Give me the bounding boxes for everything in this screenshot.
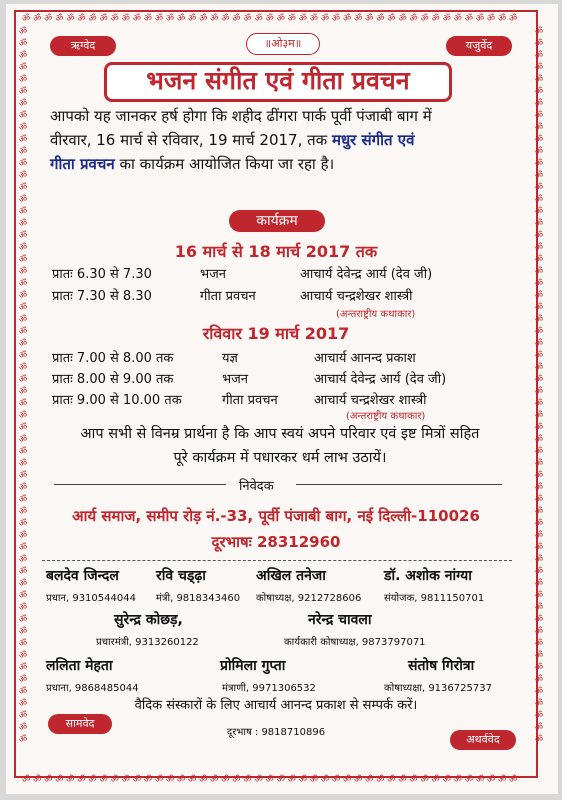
om-border-right: ॐॐॐॐॐॐॐॐॐॐॐॐॐॐॐॐॐॐॐॐॐॐॐॐॐॐॐॐॐॐॐॐॐॐॐॐॐॐॐॐॐॐॐॐॐॐॐॐॐॐॐॐॐॐॐॐॐॐॐॐ xyxy=(534,27,544,745)
appeal-line-2: पूरे कार्यक्रम में पधारकर धर्म लाभ उठायें। xyxy=(173,450,387,466)
om-border-left: ॐॐॐॐॐॐॐॐॐॐॐॐॐॐॐॐॐॐॐॐॐॐॐॐॐॐॐॐॐॐॐॐॐॐॐॐॐॐॐॐॐॐॐॐॐॐॐॐॐॐॐॐॐॐॐॐॐॐॐॐ xyxy=(18,27,28,745)
section1-heading: 16 मार्च से 18 मार्च 2017 तक xyxy=(174,242,378,261)
intro-line-2-text: वीरवार, 16 मार्च से रविवार, 19 मार्च 2017, तक xyxy=(50,131,332,149)
row-person: आचार्य आनन्द प्रकाश xyxy=(314,351,416,366)
officer-role: प्रधाना, 9868485044 xyxy=(46,683,139,694)
officer-name: नरेन्द्र चावला xyxy=(308,612,372,628)
footer-phone: दूरभाष : 9818710896 xyxy=(226,727,326,738)
om-border-top: ॐ ॐ ॐ ॐ ॐ ॐ ॐ ॐ ॐ ॐ ॐ ॐ ॐ ॐ ॐ ॐ ॐ ॐ ॐ ॐ ॐ ॐ ॐ ॐ ॐ ॐ ॐ ॐ ॐ ॐ ॐ ॐ ॐ ॐ ॐ ॐ ॐ ॐ ॐ ॐ ॐ ॐ ॐ ॐ ॐ xyxy=(22,14,518,24)
atharvaveda-badge: अथर्ववेद xyxy=(450,730,516,750)
content-area xyxy=(34,0,518,800)
row-time: प्रातः 9.00 से 10.00 तक xyxy=(52,393,182,408)
row-person: आचार्य देवेन्द्र आर्य (देव जी) xyxy=(314,372,447,387)
footer-note: वैदिक संस्कारों के लिए आचार्य आनन्द प्रकाश से सम्पर्क करें। xyxy=(134,698,418,713)
section2-row xyxy=(52,390,512,408)
om-badge: ॥ओ३म॥ xyxy=(246,33,320,55)
nivedak-label: निवेदक xyxy=(239,479,274,494)
intro-line-2 xyxy=(50,128,510,152)
row-person: आचार्य चन्द्रशेखर शास्त्री xyxy=(300,289,413,304)
officer-name: रवि चड्ढ़ा xyxy=(156,568,206,584)
officer-name: बलदेव जिन्दल xyxy=(46,568,119,584)
address: आर्य समाज, समीप रोड़ नं.-33, पूर्वी पंजाबी बाग, नई दिल्ली-110026 xyxy=(72,507,480,525)
divider xyxy=(42,560,512,561)
appeal-text xyxy=(50,422,510,470)
intro-line-1: आपको यह जानकर हर्ष होगा कि शहीद ढींगरा पार्क पूर्वी पंजाबी बाग में xyxy=(50,107,432,125)
yajurveda-badge: यजुर्वेद xyxy=(446,36,512,56)
intro-line-3-text: का कार्यक्रम आयोजित किया जा रहा है। xyxy=(114,155,335,173)
appeal-line-1: आप सभी से विनम्र प्रार्थना है कि आप स्वयं अपने परिवार एवं इष्ट मित्रों सहित xyxy=(80,426,480,442)
officer-role: प्रचारमंत्री, 9313260122 xyxy=(96,637,199,648)
officer-name: प्रोमिला गुप्ता xyxy=(220,658,286,674)
divider xyxy=(54,484,226,485)
row-person: आचार्य देवेन्द्र आर्य (देव जी) xyxy=(300,267,433,282)
section1-row xyxy=(52,264,512,282)
row-event: भजन xyxy=(200,267,227,282)
intro-line-3 xyxy=(50,152,510,176)
row-time: प्रातः 7.00 से 8.00 तक xyxy=(52,351,174,366)
row-person: आचार्य चन्द्रशेखर शास्त्री xyxy=(314,393,427,408)
officer-role: कोषाध्यक्ष, 9212728606 xyxy=(256,593,362,604)
intro-paragraph xyxy=(50,104,510,176)
officer-name: ललिता मेहता xyxy=(46,658,113,674)
row-time: प्रातः 8.00 से 9.00 तक xyxy=(52,372,174,387)
officer-name: संतोष गिरोत्रा xyxy=(408,658,475,674)
row-event: गीता प्रवचन xyxy=(200,289,256,304)
samaveda-badge: सामवेद xyxy=(48,714,112,734)
row-time: प्रातः 7.30 से 8.30 xyxy=(52,289,152,304)
program-label: कार्यक्रम xyxy=(229,210,325,232)
row-event: गीता प्रवचन xyxy=(222,393,278,408)
officer-role: कोषाध्यक्षा, 9136725737 xyxy=(384,683,492,694)
officer-role: कार्यकारी कोषाध्यक्ष, 9873797071 xyxy=(284,637,426,648)
page-title: भजन संगीत एवं गीता प्रवचन xyxy=(104,62,452,102)
officer-name: सुरेन्द्र कोछड़, xyxy=(114,612,183,628)
row-event: यज्ञ xyxy=(222,351,238,366)
officer-role: मंत्राणी, 9971306532 xyxy=(222,683,316,694)
section1-row xyxy=(52,286,512,304)
officer-role: प्रधान, 9310544044 xyxy=(46,593,136,604)
intro-highlight-2: गीता प्रवचन xyxy=(50,155,115,173)
om-border-bottom: ॐ ॐ ॐ ॐ ॐ ॐ ॐ ॐ ॐ ॐ ॐ ॐ ॐ ॐ ॐ ॐ ॐ ॐ ॐ ॐ ॐ ॐ ॐ ॐ ॐ ॐ ॐ ॐ ॐ ॐ ॐ ॐ ॐ ॐ ॐ ॐ ॐ ॐ ॐ ॐ ॐ ॐ ॐ ॐ ॐ xyxy=(22,775,518,785)
phone-number: दूरभाषः 28312960 xyxy=(211,533,341,551)
section2-row xyxy=(52,369,512,387)
officer-role: मंत्री, 9818343460 xyxy=(156,593,241,604)
section1-tag: (अन्तराष्ट्रीय कथाकार) xyxy=(336,309,416,320)
row-event: भजन xyxy=(222,372,249,387)
intro-highlight-1: मधुर संगीत एवं xyxy=(331,131,415,149)
section2-row xyxy=(52,348,512,366)
section2-heading: रविवार 19 मार्च 2017 xyxy=(202,324,350,343)
row-time: प्रातः 6.30 से 7.30 xyxy=(52,267,152,282)
divider xyxy=(296,484,502,485)
rigveda-badge: ऋग्वेद xyxy=(50,36,116,56)
officer-role: संयोजक, 9811150701 xyxy=(384,593,485,604)
officer-name: डॉ. अशोक नांग्या xyxy=(384,568,472,584)
section2-tag: (अन्तराष्ट्रीय कथाकार) xyxy=(346,411,426,422)
officer-name: अखिल तनेजा xyxy=(256,568,326,584)
